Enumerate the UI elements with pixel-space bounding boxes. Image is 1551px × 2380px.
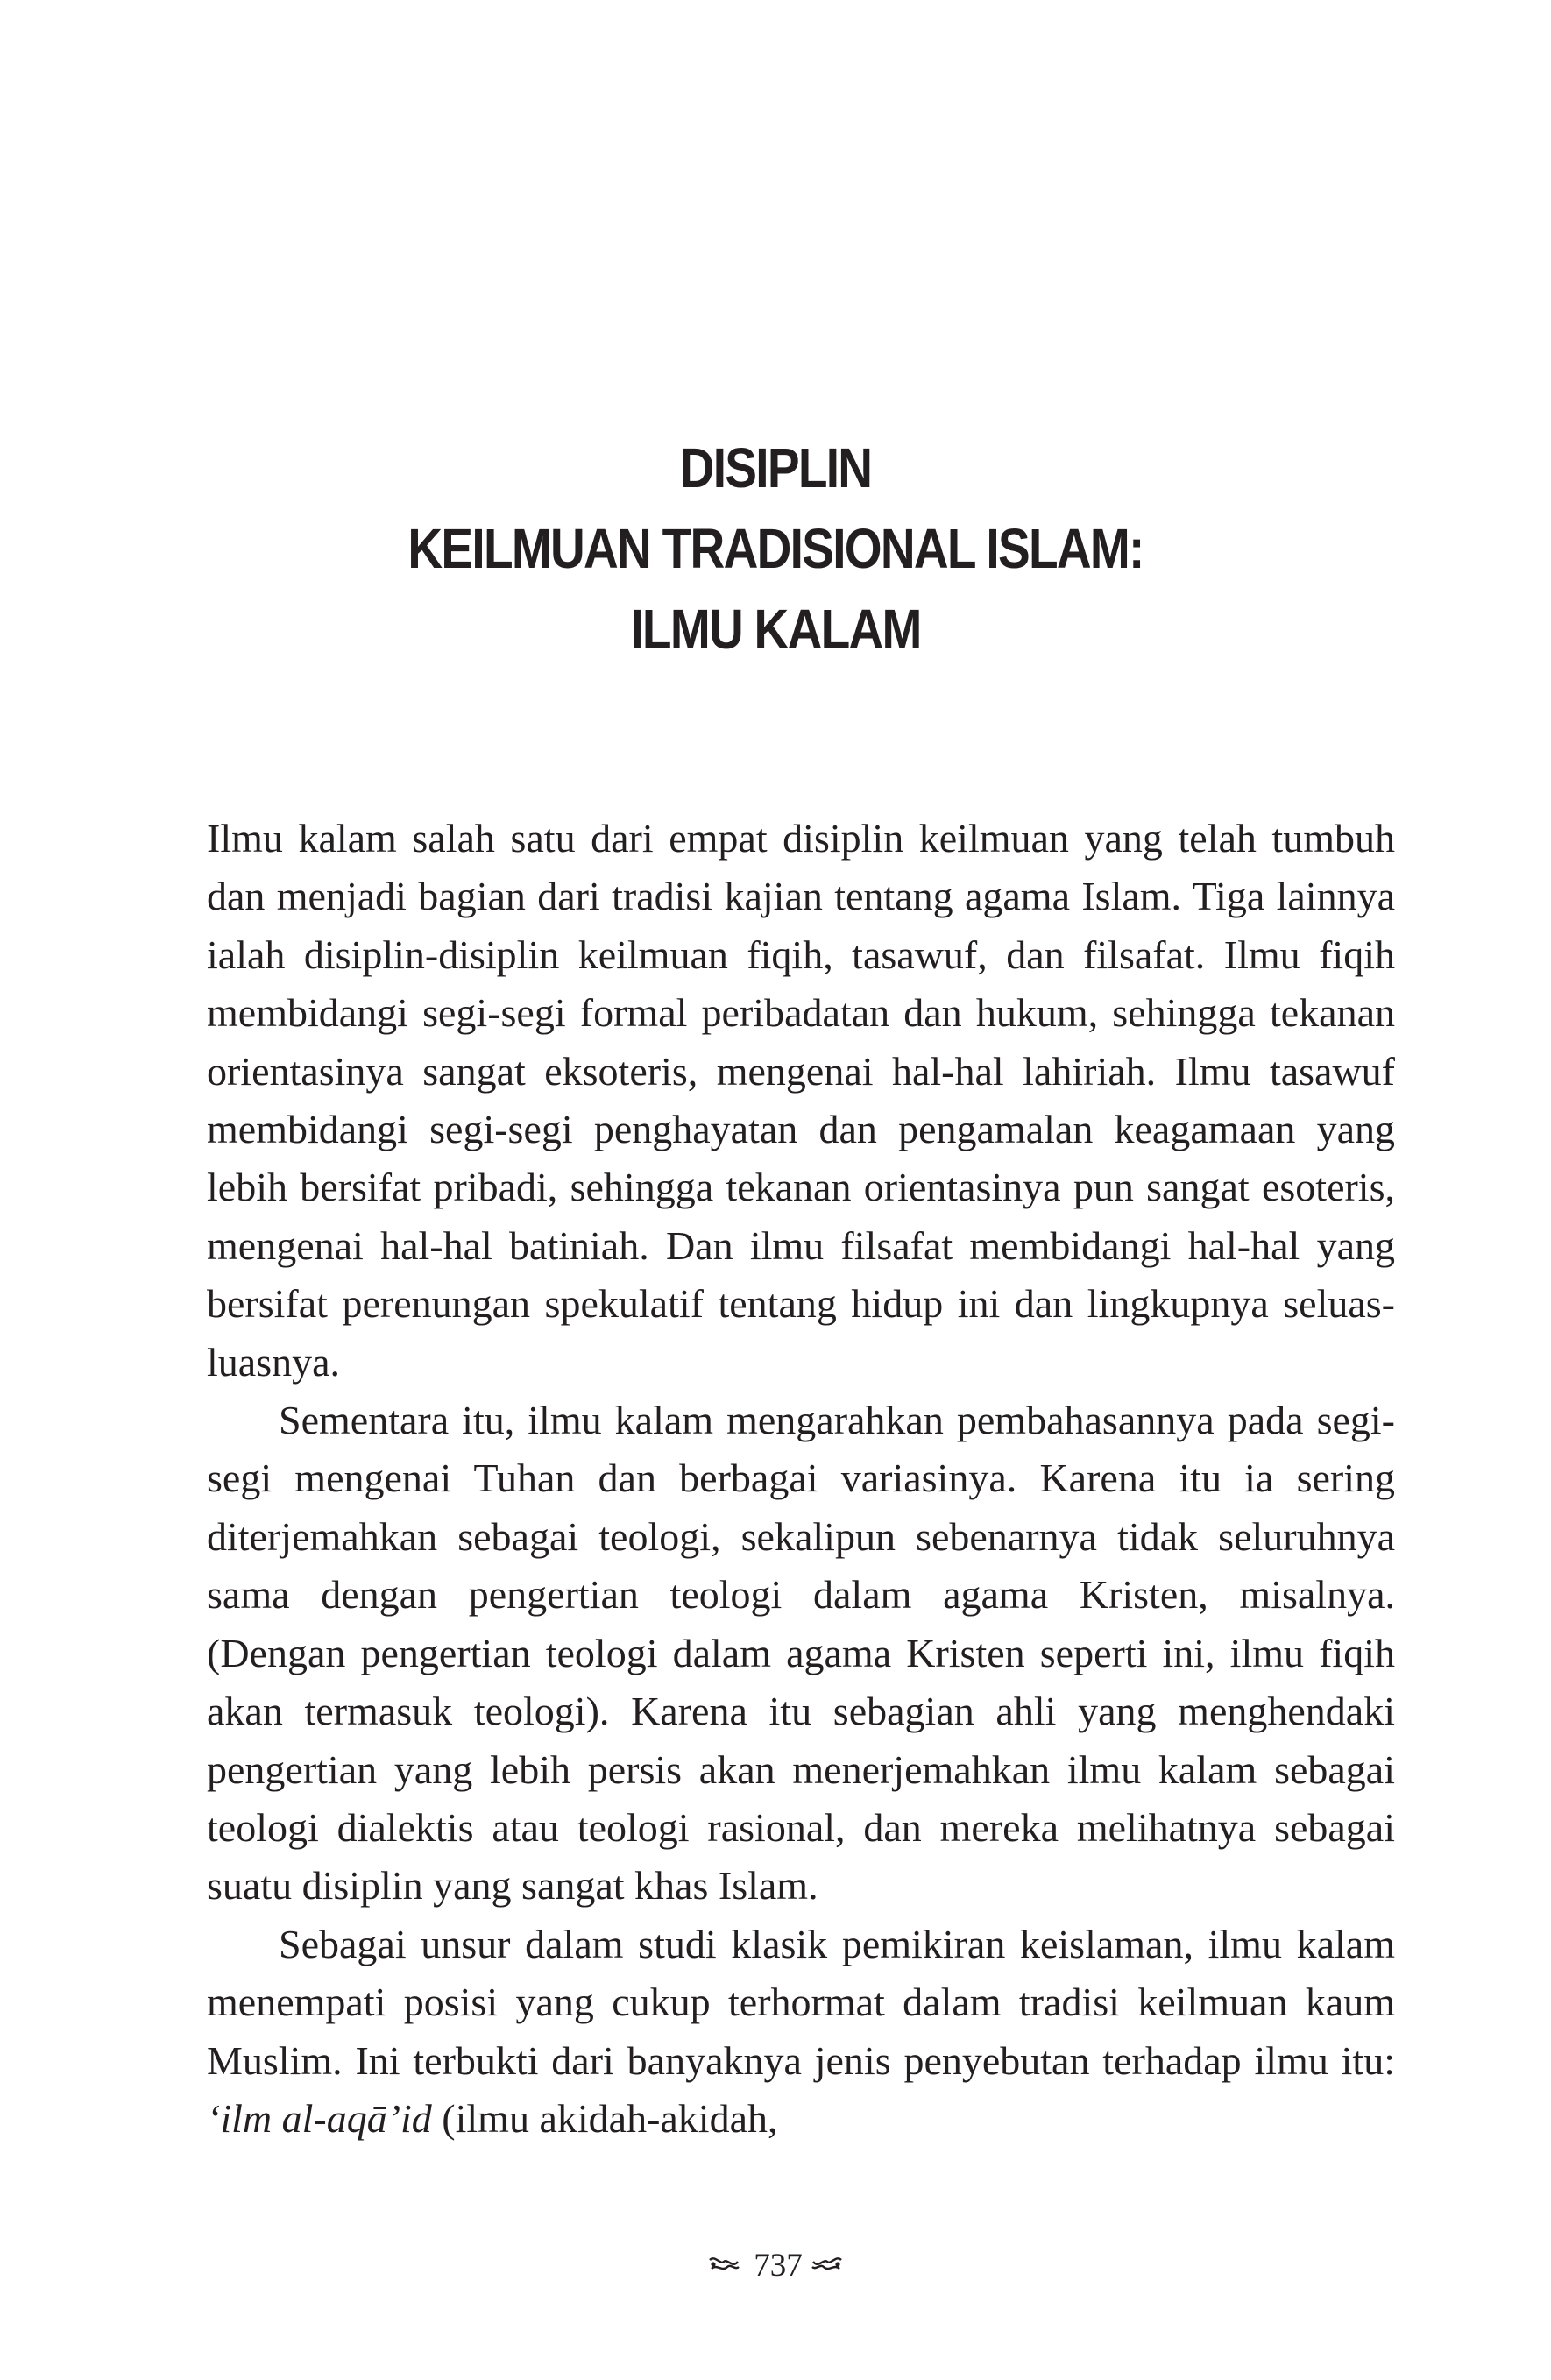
page-footer xyxy=(0,2244,1551,2287)
paragraph-3-text-end: (ilmu akidah-akidah, xyxy=(431,2095,778,2141)
ornament-right-svg xyxy=(810,2255,845,2274)
chapter-title-line-1: DISIPLIN xyxy=(679,436,872,499)
page-number: 737 xyxy=(754,2248,803,2284)
chapter-title-line-3: ILMU KALAM xyxy=(630,598,921,661)
ornament-right-icon xyxy=(810,2244,845,2286)
chapter-title-line-2: KEILMUAN TRADISIONAL ISLAM: xyxy=(407,517,1144,580)
paragraph-3-text: Sebagai unsur dalam studi klasik pemikiran keislaman, ilmu kalam menempati posisi yang cukup terhormat dalam tradisi keilmuan kaum Muslim. Ini terbukti dari banyaknya jenis penyebutan terhadap ilmu itu: xyxy=(207,1921,1395,2083)
paragraph-3 xyxy=(207,1916,1395,2149)
italic-term: ‘ilm al-aqā’id xyxy=(207,2095,432,2141)
body-text xyxy=(207,810,1395,2148)
ornament-left-svg xyxy=(706,2255,741,2274)
ornament-left-icon xyxy=(706,2244,741,2286)
chapter-title xyxy=(109,428,1442,669)
paragraph-2: Sementara itu, ilmu kalam mengarahkan pembahasannya pada segi-segi mengenai Tuhan dan berbagai variasinya. Karena itu ia sering diterjemahkan sebagai teologi, sekalipun sebenarnya tidak seluruhnya sama dengan pengertian teologi dalam agama Kristen, misalnya. (Dengan pengertian teologi dalam agama Kristen seperti ini, ilmu fiqih akan termasuk teologi). Karena itu sebagian ahli yang menghendaki pengertian yang lebih persis akan menerjemahkan ilmu kalam sebagai teologi dialektis atau teologi rasional, dan mereka melihatnya sebagai suatu disiplin yang sangat khas Islam. xyxy=(207,1398,1395,1909)
paragraph-1: Ilmu kalam salah satu dari empat disiplin keilmuan yang telah tumbuh dan menjadi bagian dari tradisi kajian tentang agama Islam. Tiga lainnya ialah disiplin-disiplin keilmuan fiqih, tasawuf, dan filsafat. Ilmu fiqih membidangi segi-segi formal peribadatan dan hukum, sehingga tekanan orientasinya sangat eksoteris, mengenai hal-hal lahiriah. Ilmu tasawuf membidangi segi-segi penghayatan dan pengamalan keagamaan yang lebih bersifat pribadi, sehingga tekanan orientasinya pun sangat esoteris, mengenai hal-hal batiniah. Dan ilmu filsafat membidangi hal-hal yang bersifat perenungan spekulatif tentang hidup ini dan lingkupnya seluas-luasnya. xyxy=(207,816,1395,1385)
